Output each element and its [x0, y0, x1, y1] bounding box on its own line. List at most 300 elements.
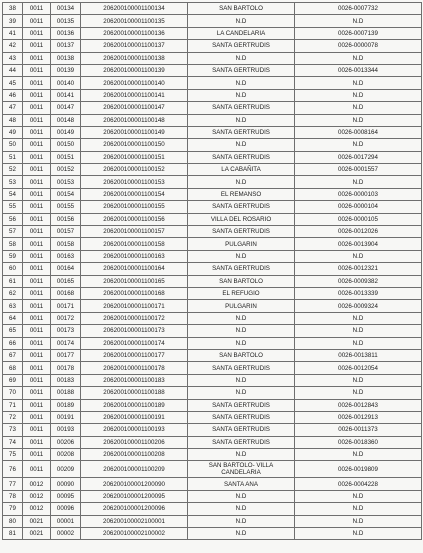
- property-name-cell: N.D: [188, 387, 295, 399]
- table-row: [3, 176, 422, 188]
- property-name-cell: SANTA GERTRUDIS: [188, 362, 295, 374]
- row-number-cell: 50: [3, 139, 23, 151]
- parcel-cell: 00165: [51, 275, 81, 287]
- row-number-cell: 67: [3, 349, 23, 361]
- sector-cell: 0011: [23, 77, 51, 89]
- table-row: [3, 40, 422, 52]
- property-name-cell: N.D: [188, 139, 295, 151]
- cadastral-number-cell: 206200100001100208: [81, 449, 188, 461]
- table-row: [3, 515, 422, 527]
- property-name-cell: PULGARIN: [188, 238, 295, 250]
- row-number-cell: 64: [3, 312, 23, 324]
- property-name-cell: N.D: [188, 52, 295, 64]
- row-number-cell: 48: [3, 114, 23, 126]
- property-name-cell: SAN BARTOLO: [188, 349, 295, 361]
- registration-number-cell: N.D: [295, 15, 422, 27]
- cadastral-number-cell: 206200100001100135: [81, 15, 188, 27]
- parcel-cell: 00206: [51, 436, 81, 448]
- cadastral-number-cell: 206200100002100002: [81, 528, 188, 540]
- parcel-cell: 00171: [51, 300, 81, 312]
- sector-cell: 0012: [23, 503, 51, 515]
- cadastral-number-cell: 206200100001100209: [81, 461, 188, 478]
- property-name-cell: EL REMANSO: [188, 188, 295, 200]
- property-name-cell: VILLA DEL ROSARIO: [188, 213, 295, 225]
- parcel-cell: 00156: [51, 213, 81, 225]
- cadastral-number-cell: 206200100001100178: [81, 362, 188, 374]
- registration-number-cell: N.D: [295, 449, 422, 461]
- parcel-cell: 00193: [51, 424, 81, 436]
- cadastral-number-cell: 206200100001100149: [81, 126, 188, 138]
- table-row: [3, 461, 422, 478]
- row-number-cell: 60: [3, 263, 23, 275]
- cadastral-number-cell: 206200100001100163: [81, 250, 188, 262]
- row-number-cell: 65: [3, 325, 23, 337]
- table-row: [3, 114, 422, 126]
- sector-cell: 0011: [23, 164, 51, 176]
- cadastral-number-cell: 206200100001100152: [81, 164, 188, 176]
- property-name-cell: SANTA GERTRUDIS: [188, 64, 295, 76]
- sector-cell: 0011: [23, 151, 51, 163]
- parcel-cell: 00090: [51, 478, 81, 490]
- registration-number-cell: 0026-0000105: [295, 213, 422, 225]
- cadastral-number-cell: 206200100001100191: [81, 411, 188, 423]
- cadastral-number-cell: 206200100001100173: [81, 325, 188, 337]
- row-number-cell: 39: [3, 15, 23, 27]
- row-number-cell: 71: [3, 399, 23, 411]
- table-row: [3, 374, 422, 386]
- parcel-cell: 00137: [51, 40, 81, 52]
- table-row: [3, 411, 422, 423]
- sector-cell: 0011: [23, 362, 51, 374]
- row-number-cell: 75: [3, 449, 23, 461]
- property-name-cell: SANTA GERTRUDIS: [188, 436, 295, 448]
- row-number-cell: 57: [3, 226, 23, 238]
- cadastral-number-cell: 206200100001100193: [81, 424, 188, 436]
- parcel-cell: 00177: [51, 349, 81, 361]
- parcel-cell: 00134: [51, 3, 81, 15]
- table-row: [3, 528, 422, 540]
- registration-number-cell: 0026-0013339: [295, 287, 422, 299]
- property-name-cell: N.D: [188, 176, 295, 188]
- cadastral-number-cell: 206200100001100148: [81, 114, 188, 126]
- property-name-cell: N.D: [188, 15, 295, 27]
- sector-cell: 0011: [23, 114, 51, 126]
- table-row: [3, 64, 422, 76]
- parcel-cell: 00155: [51, 201, 81, 213]
- table-body: [3, 3, 422, 540]
- row-number-cell: 73: [3, 424, 23, 436]
- property-name-cell: N.D: [188, 490, 295, 502]
- registration-number-cell: 0026-0012321: [295, 263, 422, 275]
- cadastral-number-cell: 206200100001100139: [81, 64, 188, 76]
- table-row: [3, 52, 422, 64]
- row-number-cell: 53: [3, 176, 23, 188]
- sector-cell: 0011: [23, 424, 51, 436]
- row-number-cell: 45: [3, 77, 23, 89]
- sector-cell: 0011: [23, 387, 51, 399]
- sector-cell: 0011: [23, 312, 51, 324]
- sector-cell: 0011: [23, 64, 51, 76]
- table-row: [3, 139, 422, 151]
- row-number-cell: 43: [3, 52, 23, 64]
- table-row: [3, 312, 422, 324]
- parcel-cell: 00001: [51, 515, 81, 527]
- cadastral-number-cell: 206200100001200096: [81, 503, 188, 515]
- parcel-cell: 00147: [51, 102, 81, 114]
- property-name-cell: N.D: [188, 528, 295, 540]
- parcel-cell: 00141: [51, 89, 81, 101]
- registration-number-cell: N.D: [295, 490, 422, 502]
- parcel-cell: 00183: [51, 374, 81, 386]
- table-row: [3, 490, 422, 502]
- registration-number-cell: N.D: [295, 387, 422, 399]
- registration-number-cell: 0026-0000078: [295, 40, 422, 52]
- cadastral-number-cell: 206200100001100189: [81, 399, 188, 411]
- sector-cell: 0011: [23, 449, 51, 461]
- registration-number-cell: N.D: [295, 102, 422, 114]
- registration-number-cell: N.D: [295, 312, 422, 324]
- row-number-cell: 79: [3, 503, 23, 515]
- registration-number-cell: 0026-0019809: [295, 461, 422, 478]
- registration-number-cell: 0026-0007139: [295, 27, 422, 39]
- parcel-cell: 00178: [51, 362, 81, 374]
- sector-cell: 0011: [23, 300, 51, 312]
- table-row: [3, 337, 422, 349]
- table-row: [3, 387, 422, 399]
- cadastral-number-cell: 206200100001100134: [81, 3, 188, 15]
- cadastral-number-cell: 206200100001100137: [81, 40, 188, 52]
- cadastral-number-cell: 206200100002100001: [81, 515, 188, 527]
- registration-number-cell: N.D: [295, 52, 422, 64]
- property-name-cell: N.D: [188, 312, 295, 324]
- cadastral-number-cell: 206200100001100138: [81, 52, 188, 64]
- registration-number-cell: N.D: [295, 528, 422, 540]
- row-number-cell: 52: [3, 164, 23, 176]
- sector-cell: 0011: [23, 436, 51, 448]
- cadastral-number-cell: 206200100001100157: [81, 226, 188, 238]
- registration-number-cell: 0026-0012843: [295, 399, 422, 411]
- property-name-cell: LA CABAÑITA: [188, 164, 295, 176]
- parcel-cell: 00209: [51, 461, 81, 478]
- property-name-cell: N.D: [188, 325, 295, 337]
- registration-number-cell: N.D: [295, 89, 422, 101]
- row-number-cell: 54: [3, 188, 23, 200]
- registration-number-cell: N.D: [295, 374, 422, 386]
- row-number-cell: 55: [3, 201, 23, 213]
- sector-cell: 0011: [23, 238, 51, 250]
- property-name-cell: SANTA GERTRUDIS: [188, 399, 295, 411]
- sector-cell: 0011: [23, 226, 51, 238]
- table-row: [3, 151, 422, 163]
- property-name-cell: SAN BARTOLO: [188, 3, 295, 15]
- row-number-cell: 47: [3, 102, 23, 114]
- sector-cell: 0011: [23, 250, 51, 262]
- sector-cell: 0011: [23, 176, 51, 188]
- registration-number-cell: 0026-0000104: [295, 201, 422, 213]
- row-number-cell: 46: [3, 89, 23, 101]
- parcel-cell: 00138: [51, 52, 81, 64]
- cadastral-number-cell: 206200100001100156: [81, 213, 188, 225]
- parcel-cell: 00163: [51, 250, 81, 262]
- row-number-cell: 49: [3, 126, 23, 138]
- row-number-cell: 66: [3, 337, 23, 349]
- parcel-cell: 00135: [51, 15, 81, 27]
- property-name-cell: SANTA GERTRUDIS: [188, 201, 295, 213]
- sector-cell: 0011: [23, 89, 51, 101]
- cadastral-number-cell: 206200100001100154: [81, 188, 188, 200]
- registration-number-cell: 0026-0017294: [295, 151, 422, 163]
- registration-number-cell: 0026-0007732: [295, 3, 422, 15]
- row-number-cell: 56: [3, 213, 23, 225]
- row-number-cell: 51: [3, 151, 23, 163]
- table-row: [3, 275, 422, 287]
- property-name-cell: N.D: [188, 89, 295, 101]
- property-name-cell: N.D: [188, 337, 295, 349]
- sector-cell: 0011: [23, 40, 51, 52]
- row-number-cell: 80: [3, 515, 23, 527]
- property-records-table: [2, 2, 422, 540]
- property-name-cell: SAN BARTOLO- VILLA CANDELARIA: [188, 461, 295, 478]
- table-row: [3, 325, 422, 337]
- parcel-cell: 00189: [51, 399, 81, 411]
- parcel-cell: 00140: [51, 77, 81, 89]
- cadastral-number-cell: 206200100001100155: [81, 201, 188, 213]
- cadastral-number-cell: 206200100001100206: [81, 436, 188, 448]
- parcel-cell: 00148: [51, 114, 81, 126]
- property-name-cell: N.D: [188, 503, 295, 515]
- table-row: [3, 3, 422, 15]
- cadastral-number-cell: 206200100001100188: [81, 387, 188, 399]
- row-number-cell: 58: [3, 238, 23, 250]
- parcel-cell: 00157: [51, 226, 81, 238]
- row-number-cell: 68: [3, 362, 23, 374]
- registration-number-cell: 0026-0009382: [295, 275, 422, 287]
- cadastral-number-cell: 206200100001100165: [81, 275, 188, 287]
- table-row: [3, 362, 422, 374]
- cadastral-number-cell: 206200100001100153: [81, 176, 188, 188]
- registration-number-cell: 0026-0004228: [295, 478, 422, 490]
- table-row: [3, 478, 422, 490]
- sector-cell: 0011: [23, 287, 51, 299]
- row-number-cell: 77: [3, 478, 23, 490]
- registration-number-cell: 0026-0000103: [295, 188, 422, 200]
- table-row: [3, 449, 422, 461]
- property-name-cell: N.D: [188, 77, 295, 89]
- parcel-cell: 00154: [51, 188, 81, 200]
- sector-cell: 0011: [23, 349, 51, 361]
- sector-cell: 0011: [23, 3, 51, 15]
- property-name-cell: N.D: [188, 114, 295, 126]
- property-name-cell: SANTA GERTRUDIS: [188, 226, 295, 238]
- property-name-cell: LA CANDELARIA: [188, 27, 295, 39]
- property-name-cell: SANTA GERTRUDIS: [188, 151, 295, 163]
- table-row: [3, 201, 422, 213]
- sector-cell: 0012: [23, 490, 51, 502]
- sector-cell: 0011: [23, 27, 51, 39]
- registration-number-cell: 0026-0018360: [295, 436, 422, 448]
- row-number-cell: 63: [3, 300, 23, 312]
- table-row: [3, 102, 422, 114]
- sector-cell: 0011: [23, 263, 51, 275]
- row-number-cell: 38: [3, 3, 23, 15]
- cadastral-number-cell: 206200100001100172: [81, 312, 188, 324]
- table-row: [3, 424, 422, 436]
- cadastral-number-cell: 206200100001100136: [81, 27, 188, 39]
- cadastral-number-cell: 206200100001100168: [81, 287, 188, 299]
- row-number-cell: 76: [3, 461, 23, 478]
- sector-cell: 0011: [23, 337, 51, 349]
- registration-number-cell: N.D: [295, 325, 422, 337]
- registration-number-cell: N.D: [295, 139, 422, 151]
- property-name-cell: SANTA GERTRUDIS: [188, 126, 295, 138]
- sector-cell: 0021: [23, 528, 51, 540]
- property-name-cell: N.D: [188, 374, 295, 386]
- parcel-cell: 00208: [51, 449, 81, 461]
- table-row: [3, 436, 422, 448]
- property-name-cell: N.D: [188, 449, 295, 461]
- row-number-cell: 59: [3, 250, 23, 262]
- registration-number-cell: 0026-0013344: [295, 64, 422, 76]
- parcel-cell: 00168: [51, 287, 81, 299]
- table-row: [3, 300, 422, 312]
- row-number-cell: 74: [3, 436, 23, 448]
- cadastral-number-cell: 206200100001100183: [81, 374, 188, 386]
- parcel-cell: 00164: [51, 263, 81, 275]
- row-number-cell: 81: [3, 528, 23, 540]
- parcel-cell: 00139: [51, 64, 81, 76]
- table-row: [3, 287, 422, 299]
- property-name-cell: SAN BARTOLO: [188, 275, 295, 287]
- table-row: [3, 250, 422, 262]
- table-row: [3, 349, 422, 361]
- table-row: [3, 77, 422, 89]
- cadastral-number-cell: 206200100001100147: [81, 102, 188, 114]
- registration-number-cell: 0026-0011373: [295, 424, 422, 436]
- property-name-cell: N.D: [188, 250, 295, 262]
- parcel-cell: 00188: [51, 387, 81, 399]
- row-number-cell: 69: [3, 374, 23, 386]
- parcel-cell: 00172: [51, 312, 81, 324]
- sector-cell: 0021: [23, 515, 51, 527]
- row-number-cell: 61: [3, 275, 23, 287]
- property-name-cell: SANTA GERTRUDIS: [188, 411, 295, 423]
- property-name-cell: PULGARIN: [188, 300, 295, 312]
- parcel-cell: 00095: [51, 490, 81, 502]
- registration-number-cell: N.D: [295, 176, 422, 188]
- cadastral-number-cell: 206200100001100151: [81, 151, 188, 163]
- registration-number-cell: 0026-0001557: [295, 164, 422, 176]
- row-number-cell: 42: [3, 40, 23, 52]
- property-name-cell: SANTA GERTRUDIS: [188, 40, 295, 52]
- row-number-cell: 78: [3, 490, 23, 502]
- registration-number-cell: 0026-0012913: [295, 411, 422, 423]
- parcel-cell: 00173: [51, 325, 81, 337]
- table-row: [3, 27, 422, 39]
- registration-number-cell: N.D: [295, 337, 422, 349]
- cadastral-number-cell: 206200100001100150: [81, 139, 188, 151]
- cadastral-number-cell: 206200100001100140: [81, 77, 188, 89]
- sector-cell: 0011: [23, 374, 51, 386]
- registration-number-cell: 0026-0012054: [295, 362, 422, 374]
- parcel-cell: 00136: [51, 27, 81, 39]
- registration-number-cell: N.D: [295, 77, 422, 89]
- cadastral-number-cell: 206200100001100177: [81, 349, 188, 361]
- table-row: [3, 89, 422, 101]
- registration-number-cell: 0026-0009324: [295, 300, 422, 312]
- row-number-cell: 70: [3, 387, 23, 399]
- cadastral-number-cell: 206200100001200095: [81, 490, 188, 502]
- cadastral-number-cell: 206200100001100141: [81, 89, 188, 101]
- row-number-cell: 41: [3, 27, 23, 39]
- registration-number-cell: 0026-0013811: [295, 349, 422, 361]
- sector-cell: 0011: [23, 52, 51, 64]
- table-row: [3, 164, 422, 176]
- cadastral-number-cell: 206200100001100171: [81, 300, 188, 312]
- property-name-cell: SANTA GERTRUDIS: [188, 263, 295, 275]
- sector-cell: 0011: [23, 15, 51, 27]
- sector-cell: 0012: [23, 478, 51, 490]
- parcel-cell: 00153: [51, 176, 81, 188]
- parcel-cell: 00174: [51, 337, 81, 349]
- sector-cell: 0011: [23, 201, 51, 213]
- registration-number-cell: N.D: [295, 515, 422, 527]
- sector-cell: 0011: [23, 411, 51, 423]
- row-number-cell: 62: [3, 287, 23, 299]
- sector-cell: 0011: [23, 188, 51, 200]
- row-number-cell: 72: [3, 411, 23, 423]
- parcel-cell: 00002: [51, 528, 81, 540]
- parcel-cell: 00152: [51, 164, 81, 176]
- table-row: [3, 213, 422, 225]
- table-row: [3, 126, 422, 138]
- registration-number-cell: N.D: [295, 114, 422, 126]
- sector-cell: 0011: [23, 275, 51, 287]
- property-name-cell: SANTA GERTRUDIS: [188, 102, 295, 114]
- sector-cell: 0011: [23, 461, 51, 478]
- property-name-cell: SANTA GERTRUDIS: [188, 424, 295, 436]
- sector-cell: 0011: [23, 126, 51, 138]
- sector-cell: 0011: [23, 139, 51, 151]
- property-name-cell: N.D: [188, 515, 295, 527]
- parcel-cell: 00191: [51, 411, 81, 423]
- registration-number-cell: 0026-0008164: [295, 126, 422, 138]
- sector-cell: 0011: [23, 399, 51, 411]
- registration-number-cell: 0026-0012026: [295, 226, 422, 238]
- table-row: [3, 188, 422, 200]
- registration-number-cell: N.D: [295, 503, 422, 515]
- table-row: [3, 263, 422, 275]
- sector-cell: 0011: [23, 325, 51, 337]
- parcel-cell: 00096: [51, 503, 81, 515]
- table-row: [3, 238, 422, 250]
- registration-number-cell: 0026-0013904: [295, 238, 422, 250]
- parcel-cell: 00150: [51, 139, 81, 151]
- sector-cell: 0011: [23, 102, 51, 114]
- table-row: [3, 15, 422, 27]
- cadastral-number-cell: 206200100001100174: [81, 337, 188, 349]
- cadastral-number-cell: 206200100001100164: [81, 263, 188, 275]
- registration-number-cell: N.D: [295, 250, 422, 262]
- table-row: [3, 226, 422, 238]
- parcel-cell: 00149: [51, 126, 81, 138]
- cadastral-number-cell: 206200100001100158: [81, 238, 188, 250]
- table-row: [3, 399, 422, 411]
- property-name-cell: EL REFUGIO: [188, 287, 295, 299]
- row-number-cell: 44: [3, 64, 23, 76]
- property-name-cell: SANTA ANA: [188, 478, 295, 490]
- parcel-cell: 00151: [51, 151, 81, 163]
- parcel-cell: 00158: [51, 238, 81, 250]
